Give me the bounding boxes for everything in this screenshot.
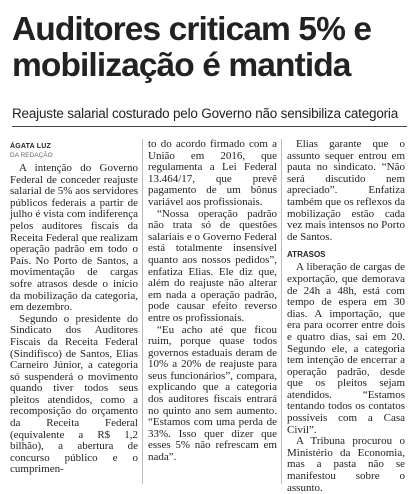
headline-line-2: mobilização é mantida [12,47,351,84]
headline-line-1: Auditores criticam 5% e [12,11,372,48]
byline-desk: DA REDAÇÃO [10,152,53,159]
paragraph: A liberação de cargas de exportação, que demorava de 24h a 48h, está com tempo de espera em 30 dias. A importação, que era para ocorrer entre dois e quatro dias, sai em 20. Segundo ele, a categoria tem intenção de encerrar a operação padrão, desde que os pleitos sejam atendidos. “Estamos tentando todos os contatos possíveis com a Casa Civil”. [287,261,405,436]
paragraph: Elias garante que o assunto sequer entrou em pauta no sindicato. “Não será discutido nem apreciado”. Enfatiza também que os reflexos da mobilização estão cada vez mais intensos no Porto de Santos. [287,138,405,243]
headline [12,12,407,84]
paragraph: A intenção do Governo Federal de conceder reajuste salarial de 5% aos servidores públicos federais a partir de julho é vista com indiferença pelos auditores fiscais da Receita Federal que realizam operação padrão em todo o País. No Porto de Santos, a movimentação de cargas sofre atrasos desde o início da mobilização da categoria, em dezembro. [10,162,138,314]
article-column-2 [148,139,277,464]
column-divider [281,139,282,484]
byline-author: ÁGATA LUZ [10,143,51,150]
column-divider [142,139,143,484]
subheadline: Reajuste salarial costurado pelo Governo não sensibiliza categoria [12,106,407,127]
article-column-1 [10,142,138,476]
paragraph: “Eu acho até que ficou ruim, porque quase todos governos estaduais deram de 10% a 20% de reajuste para seus funcionários”, compara, explicando que a categoria dos auditores fiscais entrará no quinto ano sem aumento. “Estamos com uma perda de 33%. Isso quer dizer que esses 5% não refrescam em nada”. [148,323,277,464]
paragraph: A Tribuna procurou o Ministério da Economia, mas a pasta não se manifestou sobre o assunto. [287,435,405,494]
article-column-3 [287,139,405,494]
paragraph: Segundo o presidente do Sindicato dos Auditores Fiscais da Receita Federal (Sindifisco) de Santos, Elias Carneiro Júnior, a categoria só suspenderá o movimento quando tiver todos seus pleitos atendidos, como a recomposição do orçamento da Receita Federal (equivalente a R$ 1,2 bilhão), a abertura de concurso público e o cumprimen- [10,312,138,476]
section-title: ATRASOS [287,250,326,260]
paragraph: to do acordo firmado com a União em 2016, que regulamenta a Lei Federal 13.464/17, que prevê pagamento de um bônus variável aos profissionais. [148,138,277,208]
paragraph: “Nossa operação padrão não trata só de questões salariais e o Governo Federal está totalmente insensível quanto aos nossos pedidos”, enfatiza Elias. Ele diz que, além do reajuste não alterar em nada a operação padrão, pode causar efeito reverso entre os profissionais. [148,207,277,324]
